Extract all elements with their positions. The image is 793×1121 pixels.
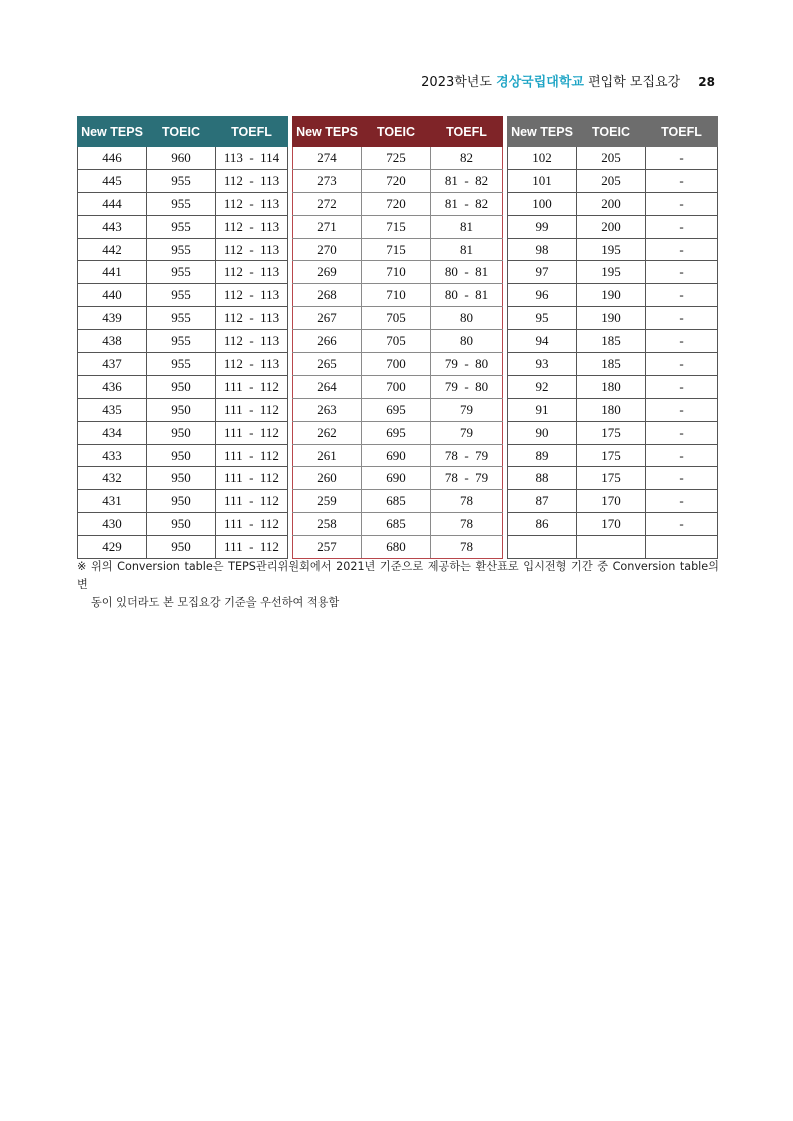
toeic-cell: 950 xyxy=(147,536,216,559)
toeic-cell: 180 xyxy=(577,398,646,421)
new-teps-cell: 433 xyxy=(78,444,147,467)
table-row xyxy=(293,353,503,376)
toeic-cell: 950 xyxy=(147,467,216,490)
table-row xyxy=(508,467,718,490)
table-row xyxy=(293,375,503,398)
toefl-cell: - xyxy=(646,192,718,215)
table-row xyxy=(293,398,503,421)
new-teps-cell: 444 xyxy=(78,192,147,215)
new-teps-cell: 91 xyxy=(508,398,577,421)
table-row xyxy=(508,398,718,421)
table-row xyxy=(508,238,718,261)
new-teps-cell: 446 xyxy=(78,147,147,170)
new-teps-cell: 270 xyxy=(293,238,362,261)
toeic-cell: 680 xyxy=(362,536,431,559)
toeic-cell: 950 xyxy=(147,398,216,421)
toefl-cell: 79 xyxy=(431,398,503,421)
table-row xyxy=(508,513,718,536)
toeic-cell: 700 xyxy=(362,353,431,376)
toefl-cell: 81 xyxy=(431,238,503,261)
col-header-toeic: TOEIC xyxy=(147,117,216,147)
table-row xyxy=(508,307,718,330)
col-header-toeic: TOEIC xyxy=(362,117,431,147)
toeic-cell: 700 xyxy=(362,375,431,398)
col-header-toefl: TOEFL xyxy=(216,117,288,147)
toefl-cell: 112 - 113 xyxy=(216,353,288,376)
table-row xyxy=(508,169,718,192)
toefl-cell: 81 - 82 xyxy=(431,192,503,215)
new-teps-cell: 260 xyxy=(293,467,362,490)
toeic-cell: 950 xyxy=(147,421,216,444)
new-teps-cell: 268 xyxy=(293,284,362,307)
new-teps-cell: 269 xyxy=(293,261,362,284)
new-teps-cell: 431 xyxy=(78,490,147,513)
toefl-cell: 113 - 114 xyxy=(216,147,288,170)
toeic-cell: 950 xyxy=(147,375,216,398)
toefl-cell: 112 - 113 xyxy=(216,284,288,307)
table-row xyxy=(293,169,503,192)
col-header-new-teps: New TEPS xyxy=(78,117,147,147)
table-row xyxy=(508,330,718,353)
toeic-cell: 695 xyxy=(362,421,431,444)
toefl-cell: - xyxy=(646,467,718,490)
toeic-cell: 705 xyxy=(362,307,431,330)
table-row xyxy=(508,421,718,444)
toeic-cell: 205 xyxy=(577,147,646,170)
new-teps-cell: 102 xyxy=(508,147,577,170)
new-teps-cell: 434 xyxy=(78,421,147,444)
toefl-cell: 78 xyxy=(431,513,503,536)
toeic-cell: 955 xyxy=(147,238,216,261)
new-teps-cell: 257 xyxy=(293,536,362,559)
table-row xyxy=(293,421,503,444)
toeic-cell: 190 xyxy=(577,284,646,307)
new-teps-cell: 266 xyxy=(293,330,362,353)
table-row xyxy=(508,147,718,170)
toefl-cell: 112 - 113 xyxy=(216,169,288,192)
toeic-cell: 175 xyxy=(577,467,646,490)
new-teps-cell: 435 xyxy=(78,398,147,421)
toefl-cell: 111 - 112 xyxy=(216,444,288,467)
toeic-cell: 185 xyxy=(577,330,646,353)
toeic-cell: 710 xyxy=(362,284,431,307)
new-teps-cell: 97 xyxy=(508,261,577,284)
toefl-cell: 80 xyxy=(431,307,503,330)
new-teps-cell: 98 xyxy=(508,238,577,261)
new-teps-cell: 89 xyxy=(508,444,577,467)
new-teps-cell: 94 xyxy=(508,330,577,353)
table-row xyxy=(78,169,288,192)
table-row xyxy=(293,467,503,490)
new-teps-cell: 88 xyxy=(508,467,577,490)
col-header-new-teps: New TEPS xyxy=(508,117,577,147)
table-row xyxy=(78,307,288,330)
toefl-cell: 112 - 113 xyxy=(216,238,288,261)
toeic-cell: 185 xyxy=(577,353,646,376)
toefl-cell: 79 - 80 xyxy=(431,353,503,376)
toeic-cell: 175 xyxy=(577,421,646,444)
toefl-cell: - xyxy=(646,421,718,444)
toeic-cell: 720 xyxy=(362,192,431,215)
toeic-cell: 170 xyxy=(577,513,646,536)
toefl-cell: 79 xyxy=(431,421,503,444)
col-header-new-teps: New TEPS xyxy=(293,117,362,147)
col-header-toefl: TOEFL xyxy=(431,117,503,147)
new-teps-cell: 262 xyxy=(293,421,362,444)
table-row xyxy=(508,284,718,307)
toefl-cell: 78 - 79 xyxy=(431,444,503,467)
table-row xyxy=(78,421,288,444)
toefl-cell: - xyxy=(646,307,718,330)
toefl-cell: 81 xyxy=(431,215,503,238)
table-row xyxy=(78,536,288,559)
new-teps-cell: 264 xyxy=(293,375,362,398)
col-header-toefl: TOEFL xyxy=(646,117,718,147)
new-teps-cell: 100 xyxy=(508,192,577,215)
toeic-cell: 950 xyxy=(147,513,216,536)
table-row xyxy=(508,490,718,513)
toeic-cell: 715 xyxy=(362,238,431,261)
new-teps-cell: 443 xyxy=(78,215,147,238)
new-teps-cell: 445 xyxy=(78,169,147,192)
table-row xyxy=(78,238,288,261)
toefl-cell: 112 - 113 xyxy=(216,192,288,215)
table-row xyxy=(293,330,503,353)
toefl-cell: - xyxy=(646,330,718,353)
reference-mark-icon: ※ xyxy=(77,560,87,573)
table-row xyxy=(508,444,718,467)
table-row xyxy=(508,215,718,238)
toefl-cell: 80 - 81 xyxy=(431,261,503,284)
new-teps-cell: 263 xyxy=(293,398,362,421)
new-teps-cell: 430 xyxy=(78,513,147,536)
footnote-line-1: 위의 Conversion table은 TEPS관리위원회에서 2021년 기준으로 제공하는 환산표로 입시전형 기간 중 Conversion table의 변 xyxy=(77,560,719,591)
toefl-cell: 111 - 112 xyxy=(216,513,288,536)
table-row xyxy=(293,261,503,284)
table-row xyxy=(78,147,288,170)
new-teps-cell: 95 xyxy=(508,307,577,330)
toefl-cell: - xyxy=(646,284,718,307)
new-teps-cell: 272 xyxy=(293,192,362,215)
new-teps-cell: 96 xyxy=(508,284,577,307)
table-row xyxy=(78,375,288,398)
new-teps-cell: 432 xyxy=(78,467,147,490)
toefl-cell xyxy=(646,536,718,559)
toeic-cell: 705 xyxy=(362,330,431,353)
new-teps-cell: 442 xyxy=(78,238,147,261)
new-teps-cell: 438 xyxy=(78,330,147,353)
toefl-cell: 111 - 112 xyxy=(216,398,288,421)
toeic-cell: 720 xyxy=(362,169,431,192)
new-teps-cell: 439 xyxy=(78,307,147,330)
table-row xyxy=(508,536,718,559)
toeic-cell: 685 xyxy=(362,513,431,536)
table-header-row xyxy=(78,117,288,147)
toeic-cell: 955 xyxy=(147,192,216,215)
new-teps-cell: 273 xyxy=(293,169,362,192)
toefl-cell: - xyxy=(646,513,718,536)
new-teps-cell: 437 xyxy=(78,353,147,376)
new-teps-cell: 93 xyxy=(508,353,577,376)
table-row xyxy=(78,444,288,467)
new-teps-cell: 101 xyxy=(508,169,577,192)
toefl-cell: 82 xyxy=(431,147,503,170)
table-row xyxy=(508,353,718,376)
conversion-table-1 xyxy=(77,116,288,559)
toefl-cell: 112 - 113 xyxy=(216,330,288,353)
toeic-cell: 690 xyxy=(362,467,431,490)
toefl-cell: - xyxy=(646,398,718,421)
table-row xyxy=(78,215,288,238)
table-row xyxy=(78,467,288,490)
toefl-cell: 112 - 113 xyxy=(216,215,288,238)
table-header-row xyxy=(508,117,718,147)
table-row xyxy=(293,513,503,536)
table-header-row xyxy=(293,117,503,147)
new-teps-cell: 259 xyxy=(293,490,362,513)
table-row xyxy=(78,284,288,307)
table-row xyxy=(78,398,288,421)
toefl-cell: 78 - 79 xyxy=(431,467,503,490)
table-row xyxy=(508,192,718,215)
table-row xyxy=(78,192,288,215)
toefl-cell: - xyxy=(646,238,718,261)
toefl-cell: 111 - 112 xyxy=(216,375,288,398)
toefl-cell: - xyxy=(646,215,718,238)
toeic-cell: 695 xyxy=(362,398,431,421)
toeic-cell: 955 xyxy=(147,215,216,238)
toefl-cell: - xyxy=(646,169,718,192)
toeic-cell: 955 xyxy=(147,307,216,330)
toeic-cell: 195 xyxy=(577,261,646,284)
toeic-cell: 205 xyxy=(577,169,646,192)
toeic-cell: 960 xyxy=(147,147,216,170)
new-teps-cell: 267 xyxy=(293,307,362,330)
toefl-cell: 111 - 112 xyxy=(216,467,288,490)
table-row xyxy=(293,215,503,238)
table-row xyxy=(293,147,503,170)
toefl-cell: 112 - 113 xyxy=(216,307,288,330)
toeic-cell: 710 xyxy=(362,261,431,284)
toeic-cell xyxy=(577,536,646,559)
conversion-table-3 xyxy=(507,116,718,559)
toefl-cell: - xyxy=(646,375,718,398)
new-teps-cell: 436 xyxy=(78,375,147,398)
new-teps-cell xyxy=(508,536,577,559)
toeic-cell: 955 xyxy=(147,169,216,192)
toeic-cell: 175 xyxy=(577,444,646,467)
footnote-line-2: 동이 있더라도 본 모집요강 기준을 우선하여 적용함 xyxy=(91,596,340,609)
new-teps-cell: 258 xyxy=(293,513,362,536)
new-teps-cell: 271 xyxy=(293,215,362,238)
table-row xyxy=(293,238,503,261)
conversion-table-2 xyxy=(292,116,503,559)
toefl-cell: - xyxy=(646,444,718,467)
table-row xyxy=(78,330,288,353)
toefl-cell: 79 - 80 xyxy=(431,375,503,398)
toefl-cell: 80 - 81 xyxy=(431,284,503,307)
page-header xyxy=(421,72,715,93)
toefl-cell: 112 - 113 xyxy=(216,261,288,284)
new-teps-cell: 440 xyxy=(78,284,147,307)
toeic-cell: 200 xyxy=(577,215,646,238)
page-number: 28 xyxy=(698,75,715,89)
toeic-cell: 725 xyxy=(362,147,431,170)
footnote xyxy=(77,558,719,612)
toefl-cell: - xyxy=(646,353,718,376)
toeic-cell: 180 xyxy=(577,375,646,398)
table-row xyxy=(293,192,503,215)
table-row xyxy=(293,536,503,559)
new-teps-cell: 274 xyxy=(293,147,362,170)
toeic-cell: 950 xyxy=(147,444,216,467)
toefl-cell: 81 - 82 xyxy=(431,169,503,192)
toeic-cell: 955 xyxy=(147,353,216,376)
new-teps-cell: 261 xyxy=(293,444,362,467)
toeic-cell: 190 xyxy=(577,307,646,330)
toefl-cell: 111 - 112 xyxy=(216,536,288,559)
table-row xyxy=(78,353,288,376)
table-row xyxy=(508,261,718,284)
toeic-cell: 955 xyxy=(147,330,216,353)
toefl-cell: 80 xyxy=(431,330,503,353)
toeic-cell: 955 xyxy=(147,284,216,307)
toeic-cell: 170 xyxy=(577,490,646,513)
table-row xyxy=(78,513,288,536)
toeic-cell: 685 xyxy=(362,490,431,513)
toefl-cell: - xyxy=(646,147,718,170)
table-row xyxy=(508,375,718,398)
toeic-cell: 195 xyxy=(577,238,646,261)
toeic-cell: 955 xyxy=(147,261,216,284)
new-teps-cell: 86 xyxy=(508,513,577,536)
toefl-cell: 78 xyxy=(431,490,503,513)
new-teps-cell: 92 xyxy=(508,375,577,398)
col-header-toeic: TOEIC xyxy=(577,117,646,147)
toefl-cell: - xyxy=(646,261,718,284)
header-suffix: 편입학 모집요강 xyxy=(588,75,681,90)
table-row xyxy=(78,261,288,284)
table-row xyxy=(293,284,503,307)
new-teps-cell: 429 xyxy=(78,536,147,559)
table-row xyxy=(293,490,503,513)
header-year: 2023학년도 xyxy=(421,75,492,90)
new-teps-cell: 87 xyxy=(508,490,577,513)
new-teps-cell: 90 xyxy=(508,421,577,444)
toefl-cell: 111 - 112 xyxy=(216,490,288,513)
toeic-cell: 950 xyxy=(147,490,216,513)
header-university: 경상국립대학교 xyxy=(496,75,584,90)
table-row xyxy=(293,444,503,467)
toeic-cell: 715 xyxy=(362,215,431,238)
new-teps-cell: 441 xyxy=(78,261,147,284)
new-teps-cell: 99 xyxy=(508,215,577,238)
toefl-cell: 111 - 112 xyxy=(216,421,288,444)
new-teps-cell: 265 xyxy=(293,353,362,376)
toefl-cell: 78 xyxy=(431,536,503,559)
toeic-cell: 200 xyxy=(577,192,646,215)
toeic-cell: 690 xyxy=(362,444,431,467)
table-row xyxy=(293,307,503,330)
table-row xyxy=(78,490,288,513)
toefl-cell: - xyxy=(646,490,718,513)
